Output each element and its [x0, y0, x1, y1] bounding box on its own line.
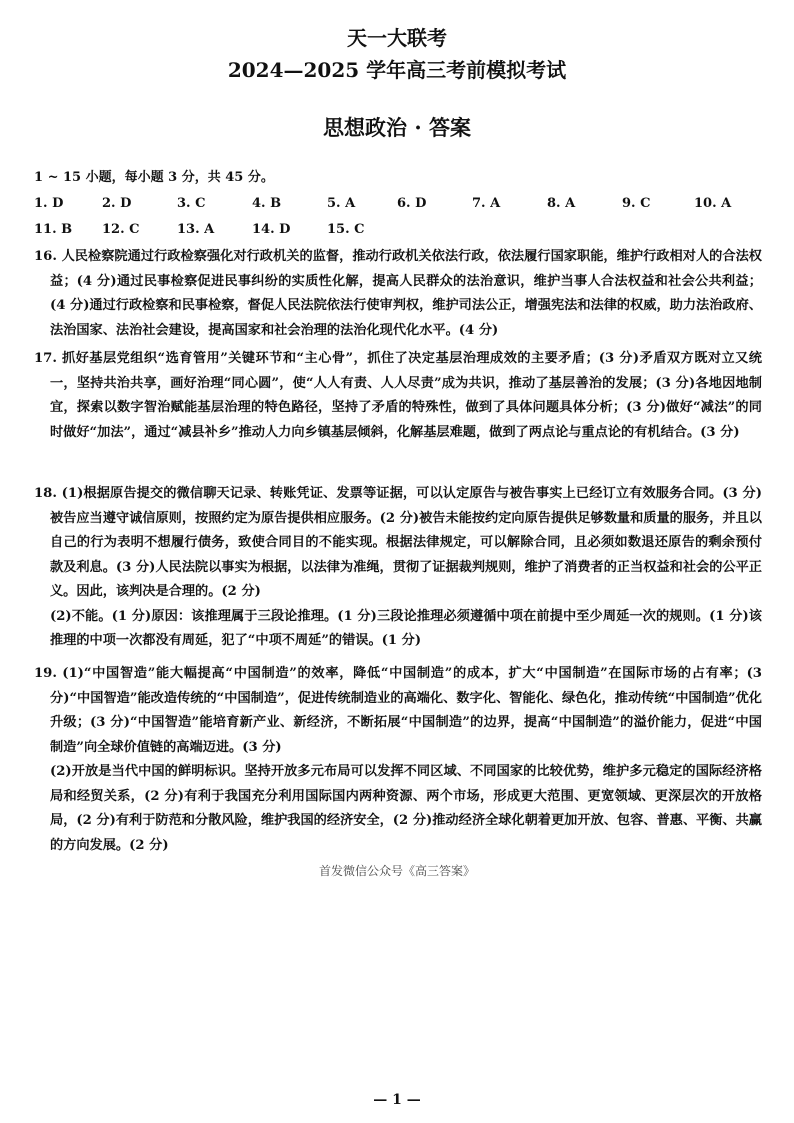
- answer-item: 12. C: [102, 222, 140, 237]
- answer-item: 9. C: [622, 196, 651, 211]
- answer-item: 5. A: [327, 196, 356, 211]
- wechat-watermark: 首发微信公众号《高三答案》: [318, 864, 475, 878]
- q19-part2-text: (2)开放是当代中国的鲜明标识。坚持开放多元布局可以发挥不同区域、不同国家的比较优势，维护多元稳定的国际经济格局和经贸关系，(2 分)有利于我国充分利用国际国内两种资源、两个市场，形成更大范围、更宽领域、更深层次的开放格局，(2 分)有利于防范和分散风险，维护我国的经济安全，(2 分)推动经济全球化朝着更加开放、包容、普惠、平衡、共赢的方向发展。(2 分): [50, 764, 762, 853]
- exam-organizer-title: 天一大联考: [347, 26, 447, 50]
- page-number: — 1 —: [373, 1092, 421, 1108]
- question-18-answer: [34, 482, 762, 654]
- answer-item: 8. A: [547, 196, 576, 211]
- answer-item: 13. A: [177, 222, 215, 237]
- q18-part2-text: (2)不能。(1 分)原因：该推理属于三段论推理。(1 分)三段论推理必须遵循中项在前提中至少周延一次的规则。(1 分)该推理的中项一次都没有周延，犯了“中项不周延”的错误。(1 分): [50, 608, 762, 648]
- question-16-answer: [34, 245, 762, 343]
- q16-text: 16. 人民检察院通过行政检察强化对行政机关的监督，推动行政机关依法行政，依法履行国家职能，维护行政相对人的合法权益；(4 分)通过民事检察促进民事纠纷的实质性化解，提高人民群众的法治意识，维护当事人合法权益和社会公共利益；(4 分)通过行政检察和民事检察，督促人民法院依法行使审判权，维护司法公正，增强宪法和法律的权威，助力法治政府、法治国家、法治社会建设，提高国家和社会治理的法治化现代化水平。(4 分): [34, 249, 762, 338]
- answer-item: 14. D: [252, 222, 291, 237]
- answer-item: 3. C: [177, 196, 206, 211]
- answer-item: 4. B: [252, 196, 282, 211]
- subject-title: 思想政治 · 答案: [323, 115, 471, 140]
- exam-name-title: 2024—2025 学年高三考前模拟考试: [227, 58, 567, 82]
- q19-part1-text: 19. (1)“中国智造”能大幅提高“中国制造”的效率，降低“中国制造”的成本，扩大“中国制造”在国际市场的占有率；(3 分)“中国智造”能改造传统的“中国制造”，促进传统制造业的高端化、数字化、智能化、绿色化，推动传统“中国制造”优化升级；(3 分)“中国智造”能培育新产业、新经济，不断拓展“中国制造”的边界，提高“中国制造”的溢价能力，促进“中国制造”向全球价值链的高端迈进。(3 分): [34, 666, 762, 755]
- question-17-answer: [34, 347, 762, 445]
- answer-item: 7. A: [472, 196, 501, 211]
- q18-part1-text: 18. (1)根据原告提交的微信聊天记录、转账凭证、发票等证据，可以认定原告与被告事实上已经订立有效服务合同。(3 分)被告应当遵守诚信原则，按照约定为原告提供相应服务。(2 分)被告未能按约定向原告提供足够数量和质量的服务，并且以自己的行为表明不想履行债务，致使合同目的不能实现。根据法律规定，可以解除合同，且必须如数退还原告的剩余预付款及利息。(3 分)人民法院以事实为根据，以法律为准绳，贯彻了证据裁判规则，维护了消费者的正当权益和社会的公平正义。因此，该判决是合理的。(2 分): [34, 486, 762, 599]
- answer-item: 1. D: [34, 196, 64, 211]
- answer-item: 10. A: [694, 196, 732, 211]
- answer-item: 15. C: [327, 222, 365, 237]
- answer-item: 11. B: [34, 222, 73, 237]
- question-19-answer: [34, 662, 762, 858]
- q17-text: 17. 抓好基层党组织“选育管用”关键环节和“主心骨”，抓住了决定基层治理成效的主要矛盾；(3 分)矛盾双方既对立又统一，坚持共治共享，画好治理“同心圆”，使“人人有责、人人尽责”成为共识，推动了基层善治的发展；(3 分)各地因地制宜，探索以数字智治赋能基层治理的特色路径，坚持了矛盾的特殊性，做到了具体问题具体分析；(3 分)做好“减法”的同时做好“加法”，通过“减县补乡”推动人力向乡镇基层倾斜，化解基层难题，做到了两点论与重点论的有机结合。(3 分): [34, 351, 762, 440]
- multiple-choice-intro: 1 ~ 15 小题，每小题 3 分，共 45 分。: [34, 170, 274, 185]
- answer-item: 6. D: [397, 196, 427, 211]
- answer-item: 2. D: [102, 196, 132, 211]
